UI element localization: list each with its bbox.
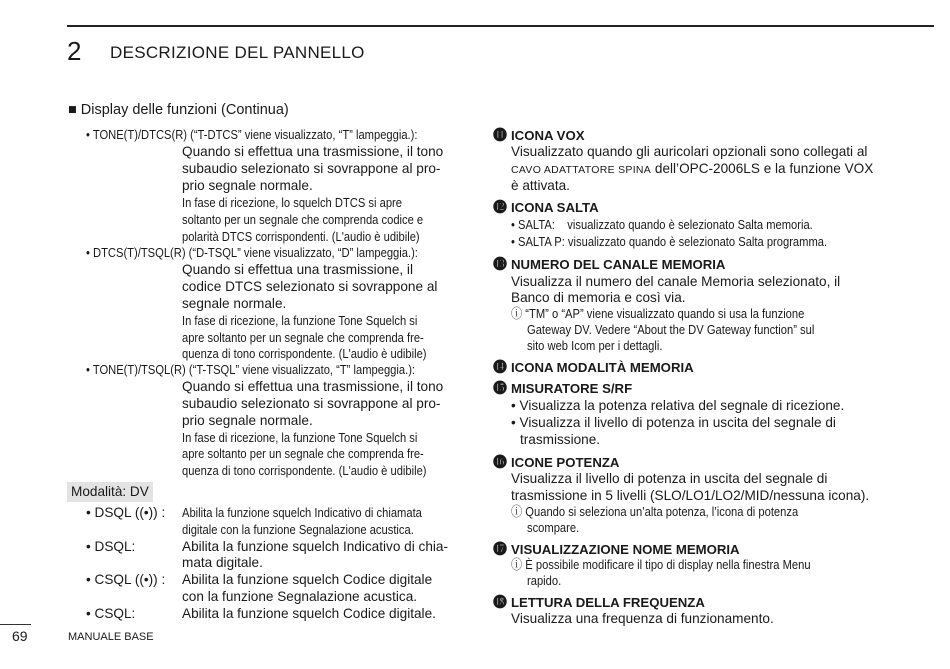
body-line: Banco di memoria e così via. <box>511 290 686 305</box>
dv-desc: Abilita la funzione squelch Codice digitale <box>182 572 433 587</box>
chapter-number: 2 <box>67 36 82 66</box>
dv-desc: mata digitale. <box>182 555 263 570</box>
item-16-heading: ⓰ ICONE POTENZA <box>493 454 620 470</box>
desc-line: codice DTCS selezionato si sovrappone al <box>182 279 438 294</box>
body-line: trasmissione. <box>520 432 601 447</box>
note-line: scompare. <box>527 520 580 535</box>
body-line: Visualizza una frequenza di funzionamento. <box>511 611 774 626</box>
number-15-icon: ⓯ <box>493 380 507 396</box>
desc-small: quenza di tono corrispondente. (L'audio è udibile) <box>182 463 427 478</box>
dv-desc: Abilita la funzione squelch Codice digitale. <box>182 606 436 621</box>
body-line: è attivata. <box>511 178 570 193</box>
desc-line: segnale normale. <box>182 296 287 311</box>
desc-small: polarità DTCS corrispondenti. (L'audio è udibile) <box>182 229 420 244</box>
info-icon: ⓘ <box>511 504 523 519</box>
page-number: 69 <box>12 628 28 644</box>
item-14-heading: ⓮ ICONA MODALITÀ MEMORIA <box>493 359 694 375</box>
number-17-icon: ⓱ <box>493 541 507 557</box>
desc-line: Quando si effettua una trasmissione, il tono <box>182 144 444 159</box>
note-line: ⓘ “TM” o “AP” viene visualizzato quando si usa la funzione <box>511 306 805 321</box>
number-18-icon: ⓲ <box>493 594 507 610</box>
desc-line: subaudio selezionato si sovrappone al pro- <box>182 396 441 411</box>
item-17-heading: ⓱ VISUALIZZAZIONE NOME MEMORIA <box>493 541 740 557</box>
desc-small: In fase di ricezione, lo squelch DTCS si apre <box>182 195 402 210</box>
number-13-icon: ⓭ <box>493 256 507 272</box>
item-13-heading: ⓭ NUMERO DEL CANALE MEMORIA <box>493 256 726 272</box>
body-line: • Visualizza la potenza relativa del segnale di ricezione. <box>511 398 845 413</box>
dv-desc: con la funzione Segnalazione acustica. <box>182 589 418 604</box>
dv-desc: digitale con la funzione Segnalazione acustica. <box>182 522 414 537</box>
desc-small: soltanto per un segnale che comprenda codice e <box>182 212 424 227</box>
section-heading: ■ Display delle funzioni (Continua) <box>68 102 289 118</box>
desc-small: apre soltanto per un segnale che comprenda fre- <box>182 330 424 345</box>
dv-label: • CSQL: <box>86 606 136 621</box>
note-line: Gateway DV. Vedere “About the DV Gateway function” sul <box>527 322 815 337</box>
desc-line: Quando si effettua una trasmissione, il tono <box>182 379 444 394</box>
item-12-heading: ⓬ ICONA SALTA <box>493 199 599 215</box>
item-18-heading: ⓲ LETTURA DELLA FREQUENZA <box>493 594 705 610</box>
header-rule <box>67 25 934 27</box>
body-line: trasmissione in 5 livelli (SLO/LO1/LO2/MID/nessuna icona). <box>511 488 870 503</box>
desc-small: quenza di tono corrispondente. (L'audio è udibile) <box>182 346 427 361</box>
item-11-heading: ⓫ ICONA VOX <box>493 127 585 143</box>
body-line: • SALTA P: visualizzato quando è selezionato Salta programma. <box>511 234 828 249</box>
dv-desc: Abilita la funzione squelch Indicativo di chia- <box>182 539 448 554</box>
tone-dtcs-label: • TONE(T)/DTCS(R) (“T-DTCS” viene visualizzato, “T” lampeggia.): <box>86 127 418 142</box>
desc-small: In fase di ricezione, la funzione Tone Squelch si <box>182 430 418 445</box>
number-11-icon: ⓫ <box>493 127 507 143</box>
info-icon: ⓘ <box>511 306 523 321</box>
mode-label: Modalità: DV <box>71 484 149 499</box>
footer-rule <box>0 624 31 625</box>
number-16-icon: ⓰ <box>493 454 507 470</box>
note-line: rapido. <box>527 573 562 588</box>
note-line: sito web Icom per i dettagli. <box>527 338 663 353</box>
dv-desc: Abilita la funzione squelch Indicativo di chiamata <box>182 505 422 520</box>
number-12-icon: ⓬ <box>493 199 507 215</box>
dtcs-tsql-label: • DTCS(T)/TSQL(R) (“D-TSQL” viene visualizzato, “D” lampeggia.): <box>86 245 418 260</box>
note-line: ⓘ Quando si seleziona un’alta potenza, l’icona di potenza <box>511 504 799 519</box>
desc-line: Quando si effettua una trasmissione, il <box>182 262 413 277</box>
desc-small: apre soltanto per un segnale che comprenda fre- <box>182 446 424 461</box>
tone-tsql-label: • TONE(T)/TSQL(R) (“T-TSQL” viene visualizzato, “T” lampeggia.): <box>86 362 416 377</box>
body-line: • SALTA: visualizzato quando è selezionato Salta memoria. <box>511 217 813 232</box>
desc-line: subaudio selezionato si sovrappone al pro- <box>182 161 441 176</box>
desc-small: In fase di ricezione, la funzione Tone Squelch si <box>182 313 418 328</box>
square-bullet-icon: ■ <box>68 102 77 118</box>
body-line: CAVO ADATTATORE SPINA dell’OPC-2006LS e la funzione VOX <box>511 161 874 176</box>
body-line: Visualizzato quando gli auricolari opzionali sono collegati al <box>511 144 868 159</box>
dv-label: • CSQL ((•)) : <box>86 572 166 587</box>
note-line: ⓘ È possibile modificare il tipo di display nella finestra Menu <box>511 557 811 572</box>
footer-label: MANUALE BASE <box>68 631 154 643</box>
body-line: Visualizza il numero del canale Memoria selezionato, il <box>511 274 841 289</box>
number-14-icon: ⓮ <box>493 359 507 375</box>
dv-label: • DSQL ((•)) : <box>86 505 166 520</box>
body-line: • Visualizza il livello di potenza in uscita del segnale di <box>511 415 836 430</box>
info-icon: ⓘ <box>511 557 523 572</box>
dv-label: • DSQL: <box>86 539 136 554</box>
item-15-heading: ⓯ MISURATORE S/RF <box>493 380 633 396</box>
body-line: Visualizza il livello di potenza in uscita del segnale di <box>511 471 828 486</box>
desc-line: prio segnale normale. <box>182 413 313 428</box>
page-title: DESCRIZIONE DEL PANNELLO <box>110 43 365 62</box>
desc-line: prio segnale normale. <box>182 178 313 193</box>
